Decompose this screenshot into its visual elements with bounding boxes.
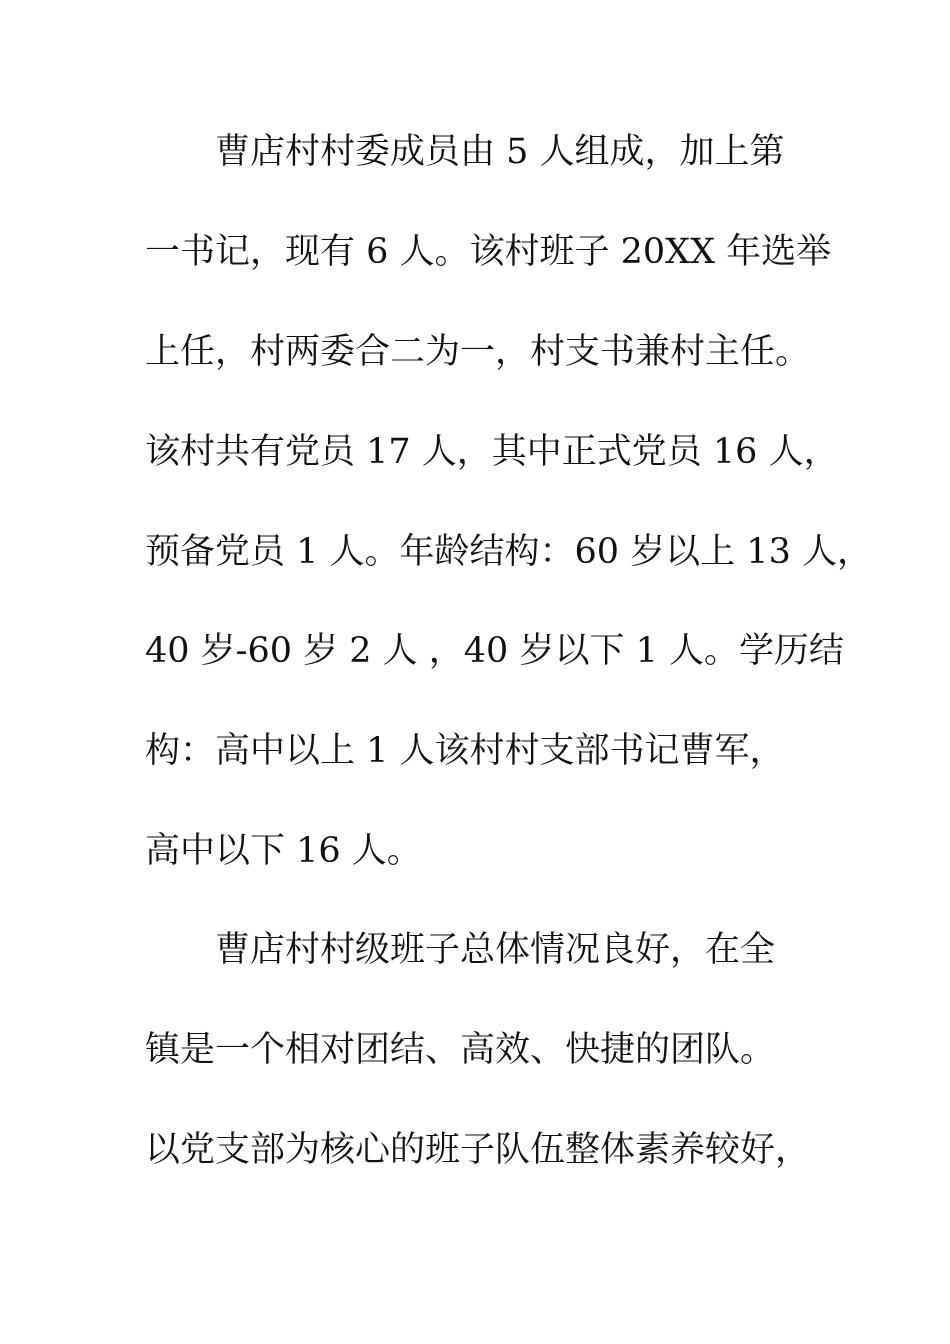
paragraph-2-line-1: 曹店村村级班子总体情况良好，在全 [215, 930, 776, 970]
paragraph-2-line-3: 以党支部为核心的班子队伍整体素养较好， [145, 1130, 811, 1170]
paragraph-1-line-6: 40 岁-60 岁 2 人 ，40 岁以下 1 人。学历结 [145, 631, 844, 671]
paragraph-1-line-1: 曹店村村委成员由 5 人组成，加上第 [215, 132, 785, 172]
paragraph-2-line-2: 镇是一个相对团结、高效、快捷的团队。 [145, 1030, 776, 1070]
paragraph-1-line-2: 一书记，现有 6 人。该村班子 20XX 年选举 [145, 232, 832, 272]
paragraph-1-line-7: 构：高中以上 1 人该村村支部书记曹军， [145, 731, 785, 771]
paragraph-1-line-8: 高中以下 16 人。 [145, 831, 422, 871]
paragraph-1-line-3: 上任，村两委合二为一，村支书兼村主任。 [145, 332, 811, 372]
paragraph-1-line-4: 该村共有党员 17 人，其中正式党员 16 人， [145, 432, 839, 472]
paragraph-1-line-5: 预备党员 1 人。年龄结构：60 岁以上 13 人， [145, 532, 872, 572]
